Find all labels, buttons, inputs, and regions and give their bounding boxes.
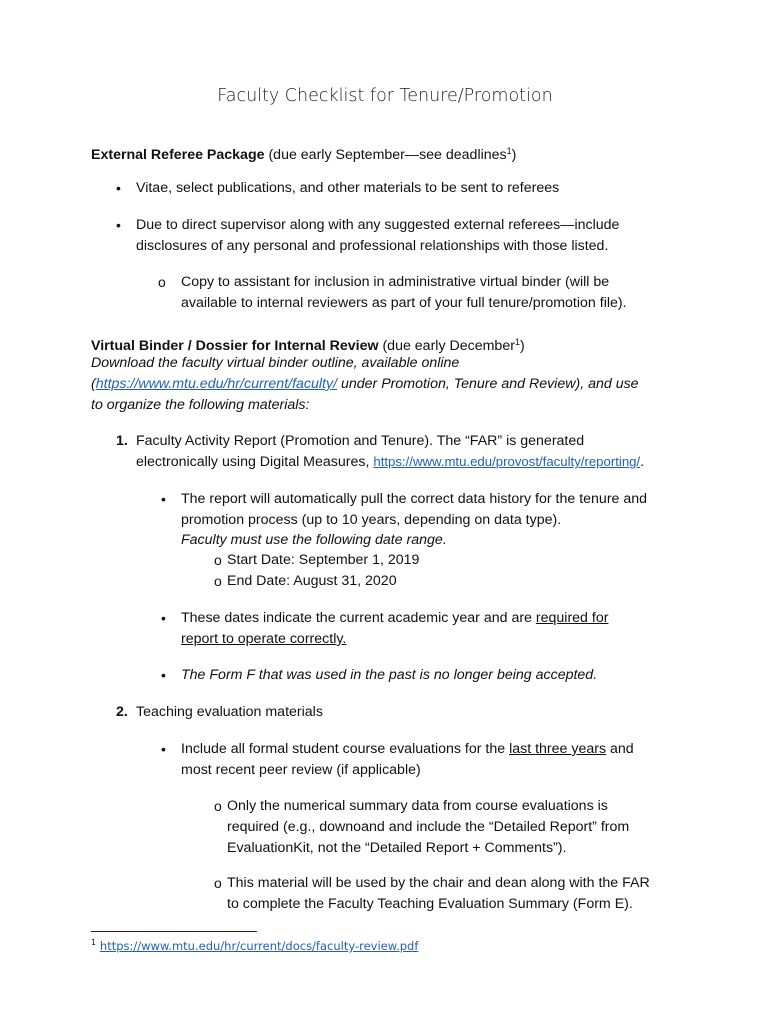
bullet-marker: • — [161, 741, 166, 757]
item-1-line-2: electronically using Digital Measures, https://www.mtu.edu/provost/faculty/reporting/. — [136, 454, 645, 470]
external-bullet-2-line-1: Due to direct supervisor along with any suggested external referees—include — [136, 217, 620, 233]
item-2-number: 2. — [116, 704, 128, 720]
item-1-number: 1. — [116, 433, 128, 449]
item-2-label: Teaching evaluation materials — [136, 704, 323, 720]
sub-bullet-marker: o — [214, 798, 222, 814]
external-sub-line-2: available to internal reviewers as part of your full tenure/promotion file). — [181, 295, 627, 311]
external-sub-line-1: Copy to assistant for inclusion in administrative virtual binder (will be — [181, 274, 610, 290]
item-1-line-1: Faculty Activity Report (Promotion and Tenure). The “FAR” is generated — [136, 433, 585, 449]
item-2-sub-2-line-2: to complete the Faculty Teaching Evaluation Summary (Form E). — [227, 896, 633, 912]
item-1-bullet-2-line-1: These dates indicate the current academic year and are required for — [181, 610, 609, 626]
item-1-bullet-1-line-3: Faculty must use the following date range. — [181, 532, 447, 548]
item-2-sub-1-line-2: required (e.g., downoand and include the “Detailed Report” from — [227, 819, 630, 835]
item-2-bullet-1-line-2: most recent peer review (if applicable) — [181, 762, 421, 778]
external-section-heading: External Referee Package (due early September—see deadlines$^1$) — [91, 146, 517, 163]
sub-bullet-marker: o — [214, 573, 222, 589]
faculty-outline-link[interactable]: https://www.mtu.edu/hr/current/faculty/ — [95, 376, 338, 392]
external-bullet-1: Vitae, select publications, and other materials to be sent to referees — [136, 180, 560, 196]
item-1-bullet-1-line-2: promotion process (up to 10 years, depending on data type). — [181, 512, 562, 528]
page-title: Faculty Checklist for Tenure/Promotion — [217, 86, 553, 106]
end-date: End Date: August 31, 2020 — [227, 573, 397, 589]
footnote-link[interactable]: https://www.mtu.edu/hr/current/docs/faculty-review.pdf — [99, 939, 419, 953]
sub-bullet-marker: o — [158, 274, 166, 290]
item-1-bullet-2-line-2: report to operate correctly. — [181, 631, 347, 647]
footnote-ref: 1 — [506, 146, 512, 156]
sub-bullet-marker: o — [214, 552, 222, 568]
start-date: Start Date: September 1, 2019 — [227, 552, 420, 568]
footnote-divider — [91, 931, 257, 932]
bullet-marker: • — [116, 180, 121, 196]
bullet-marker: • — [116, 217, 121, 233]
binder-intro-line-1: Download the faculty virtual binder outline, available online — [91, 355, 460, 371]
footnote: $^1$ https://www.mtu.edu/hr/current/docs/faculty-review.pdf — [91, 938, 419, 953]
digital-measures-link[interactable]: https://www.mtu.edu/provost/faculty/reporting/ — [373, 454, 641, 469]
item-1-bullet-1-line-1: The report will automatically pull the correct data history for the tenure and — [181, 491, 648, 507]
bullet-marker: • — [161, 610, 166, 626]
bullet-marker: • — [161, 491, 166, 507]
item-2-bullet-1-line-1: Include all formal student course evaluations for the last three years and — [181, 741, 634, 757]
external-bullet-2-line-2: disclosures of any personal and professional relationships with those listed. — [136, 238, 609, 254]
item-2-sub-1-line-3: EvaluationKit, not the “Detailed Report + Comments”). — [227, 840, 567, 856]
footnote-ref: 1 — [514, 337, 520, 347]
binder-section-heading: Virtual Binder / Dossier for Internal Review (due early December$^1$) — [91, 337, 525, 354]
bullet-marker: • — [161, 667, 166, 683]
binder-intro-line-3: to organize the following materials: — [91, 397, 310, 413]
item-1-bullet-3: The Form F that was used in the past is no longer being accepted. — [181, 667, 598, 683]
item-2-sub-1-line-1: Only the numerical summary data from course evaluations is — [227, 798, 608, 814]
sub-bullet-marker: o — [214, 875, 222, 891]
item-2-sub-2-line-1: This material will be used by the chair and dean along with the FAR — [227, 875, 650, 891]
binder-intro-line-2: (https://www.mtu.edu/hr/current/faculty/ under Promotion, Tenure and Review), and use — [91, 376, 639, 392]
